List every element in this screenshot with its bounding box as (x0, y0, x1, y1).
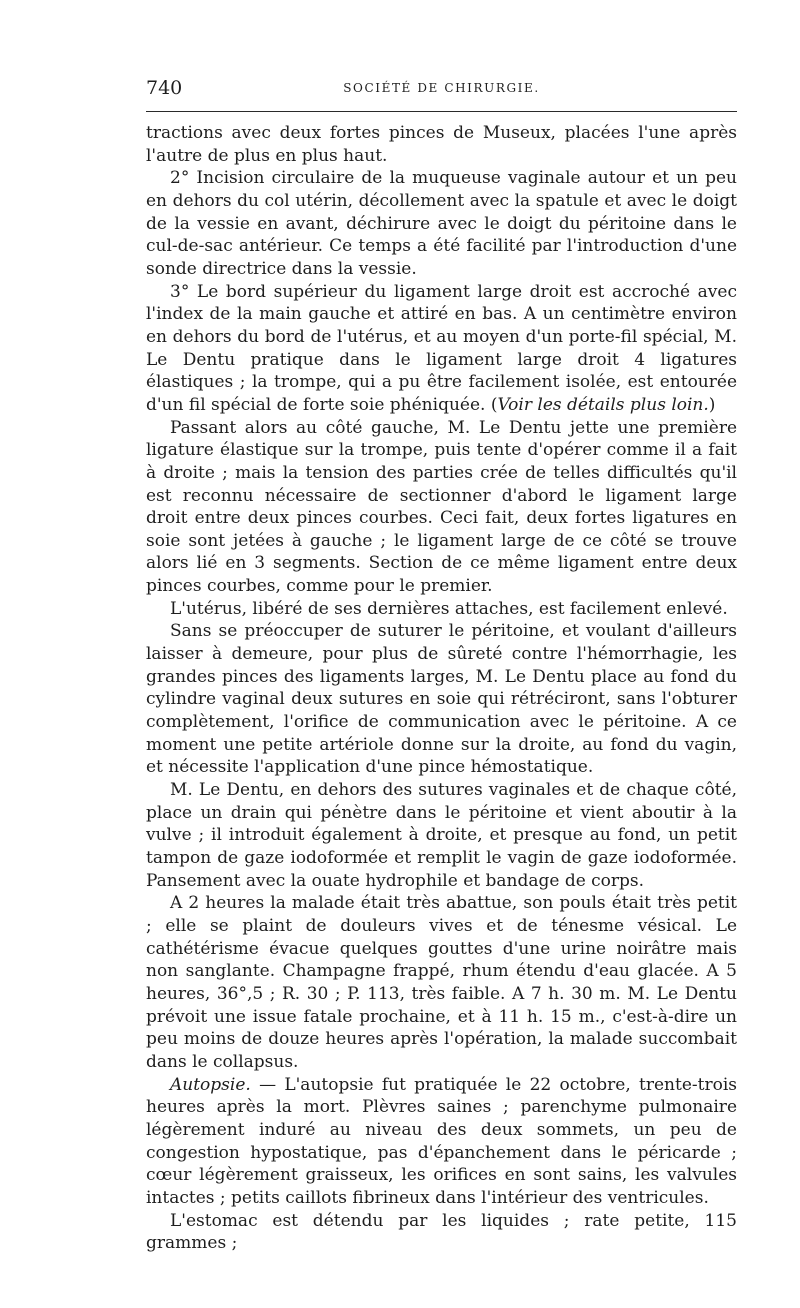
italic-reference: Voir les détails plus loin. (497, 394, 709, 415)
paragraph-3: 3° Le bord supérieur du ligament large droit est accroché avec l'index de la main gauche et attiré en bas. A un centimètre environ en dehors du bord de l'utérus, et au moyen d'un porte-fil spécial, M. Le Dentu pratique dans le ligament large droit 4 ligatures élastiques ; la trompe, qui a pu être facilement isolée, est entourée d'un fil spécial de forte soie phéniquée. (Voir les détails plus loin.) (146, 281, 737, 415)
running-head: SOCIÉTÉ DE CHIRURGIE. (343, 81, 540, 95)
paragraph-4: Passant alors au côté gauche, M. Le Dentu jette une première ligature élastique sur la trompe, puis tente d'opérer comme il a fait à droite ; mais la tension des parties crée de telles difficultés qu'il est reconnu nécessaire de sectionner d'abord le ligament large droit entre deux pinces courbes. Ceci fait, deux fortes ligatures en soie sont jetées à gauche ; le ligament large de ce côté se trouve alors lié en 3 segments. Section de ce même ligament entre deux pinces courbes, comme pour le premier. (146, 417, 737, 597)
autopsie-heading: Autopsie. (170, 1074, 251, 1095)
paragraph-2: 2° Incision circulaire de la muqueuse vaginale autour et un peu en dehors du col utérin, décollement avec la spatule et avec le doigt de la vessie en avant, déchirure avec le doigt du péritoine dans le cul-de-sac antérieur. Ce temps a été facilité par l'introduction d'une sonde directrice dans la vessie. (146, 168, 737, 279)
body-text (146, 122, 737, 1255)
paragraph-7: M. Le Dentu, en dehors des sutures vaginales et de chaque côté, place un drain qui pénètre dans le péritoine et vient aboutir à la vulve ; il introduit également à droite, et presque au fond, un petit tampon de gaze iodoformée et remplit le vagin de gaze iodoformée. Pansement avec la ouate hydrophile et bandage de corps. (146, 780, 737, 891)
page-header (146, 76, 737, 100)
paragraph-6: Sans se préoccuper de suturer le péritoine, et voulant d'ailleurs laisser à demeure, pour plus de sûreté contre l'hémorrhagie, les grandes pinces des ligaments larges, M. Le Dentu place au fond du cylindre vaginal deux sutures en soie qui rétréciront, sans l'obturer complètement, l'orifice de communication avec le péritoine. A ce moment une petite artériole donne sur la droite, au fond du vagin, et nécessite l'application d'une pince hémostatique. (146, 621, 737, 778)
page-number: 740 (146, 77, 183, 99)
paragraph-10: L'estomac est détendu par les liquides ; rate petite, 115 grammes ; (146, 1210, 737, 1254)
paragraph-5: L'utérus, libéré de ses dernières attaches, est facilement enlevé. (170, 598, 728, 619)
paragraph-8: A 2 heures la malade était très abattue, son pouls était très petit ; elle se plaint de douleurs vives et de ténesme vésical. Le cathétérisme évacue quelques gouttes d'une urine noirâtre mais non sanglante. Champagne frappé, rhum étendu d'eau glacée. A 5 heures, 36°,5 ; R. 30 ; P. 113, très faible. A 7 h. 30 m. M. Le Dentu prévoit une issue fatale prochaine, et à 11 h. 15 m., c'est-à-dire un peu moins de douze heures après l'opération, la malade succombait dans le collapsus. (146, 893, 737, 1072)
header-rule (146, 111, 737, 112)
paragraph-1: tractions avec deux fortes pinces de Museux, placées l'une après l'autre de plus en plus haut. (146, 123, 737, 166)
paragraph-autopsie: Autopsie. — L'autopsie fut pratiquée le 22 octobre, trente-trois heures après la mort. Plèvres saines ; parenchyme pulmonaire légèrement induré au niveau des deux sommets, un peu de congestion hypostatique, pas d'épanchement dans le péricarde ; cœur légèrement graisseux, les orifices en sont sains, les valvules intactes ; petits caillots fibrineux dans l'intérieur des ventricules. (146, 1074, 737, 1208)
